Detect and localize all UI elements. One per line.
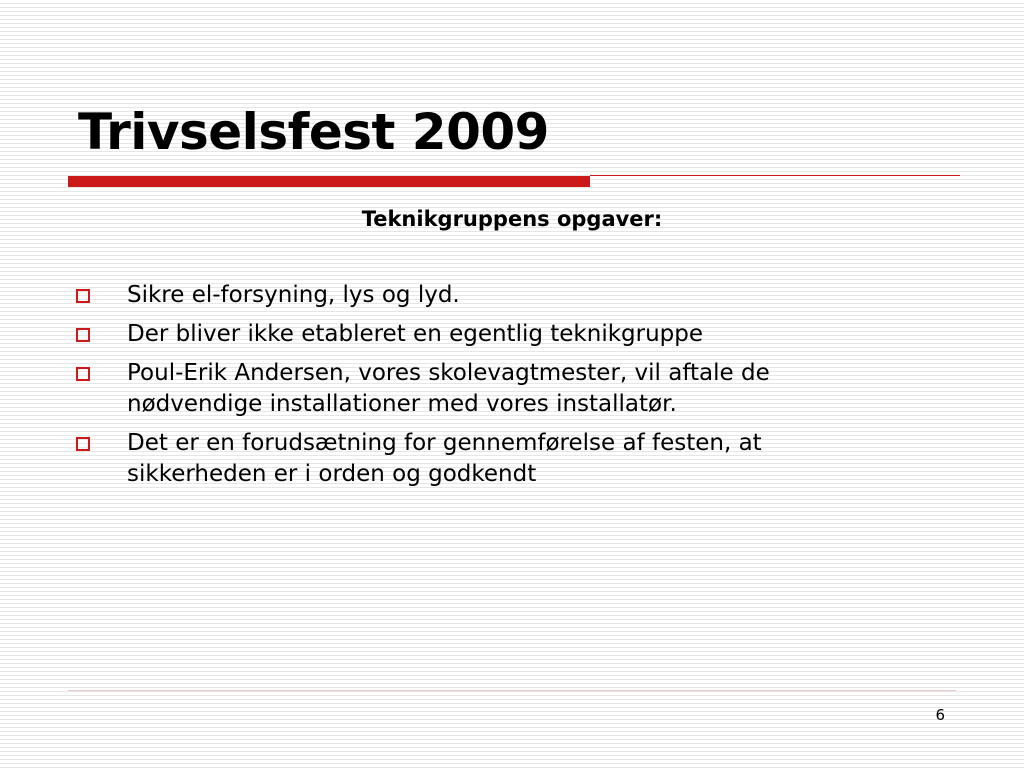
bullet-list [0, 280, 1024, 498]
slide-page-number: 6 [935, 706, 945, 724]
title-underline-thick [68, 176, 590, 187]
slide-title: Trivselsfest 2009 [78, 103, 549, 161]
footer-divider [68, 690, 956, 691]
hollow-square-bullet-icon [76, 328, 90, 342]
hollow-square-bullet-icon [76, 367, 90, 381]
bullet-text: Det er en forudsætning for gennemførelse af festen, at sikkerheden er i orden og godkendt [127, 430, 762, 487]
bullet-item [0, 358, 1024, 420]
bullet-item [0, 319, 1024, 350]
hollow-square-bullet-icon [76, 289, 90, 303]
bullet-text: Der bliver ikke etableret en egentlig teknikgruppe [127, 321, 704, 347]
slide-subheading: Teknikgruppens opgaver: [361, 207, 663, 231]
bullet-item [0, 428, 1024, 490]
bullet-item [0, 280, 1024, 311]
hollow-square-bullet-icon [76, 437, 90, 451]
bullet-text: Poul-Erik Andersen, vores skolevagtmester, vil aftale de nødvendige installationer med vores installatør. [127, 360, 770, 417]
title-underline-thin [590, 175, 960, 176]
bullet-text: Sikre el-forsyning, lys og lyd. [127, 282, 460, 308]
